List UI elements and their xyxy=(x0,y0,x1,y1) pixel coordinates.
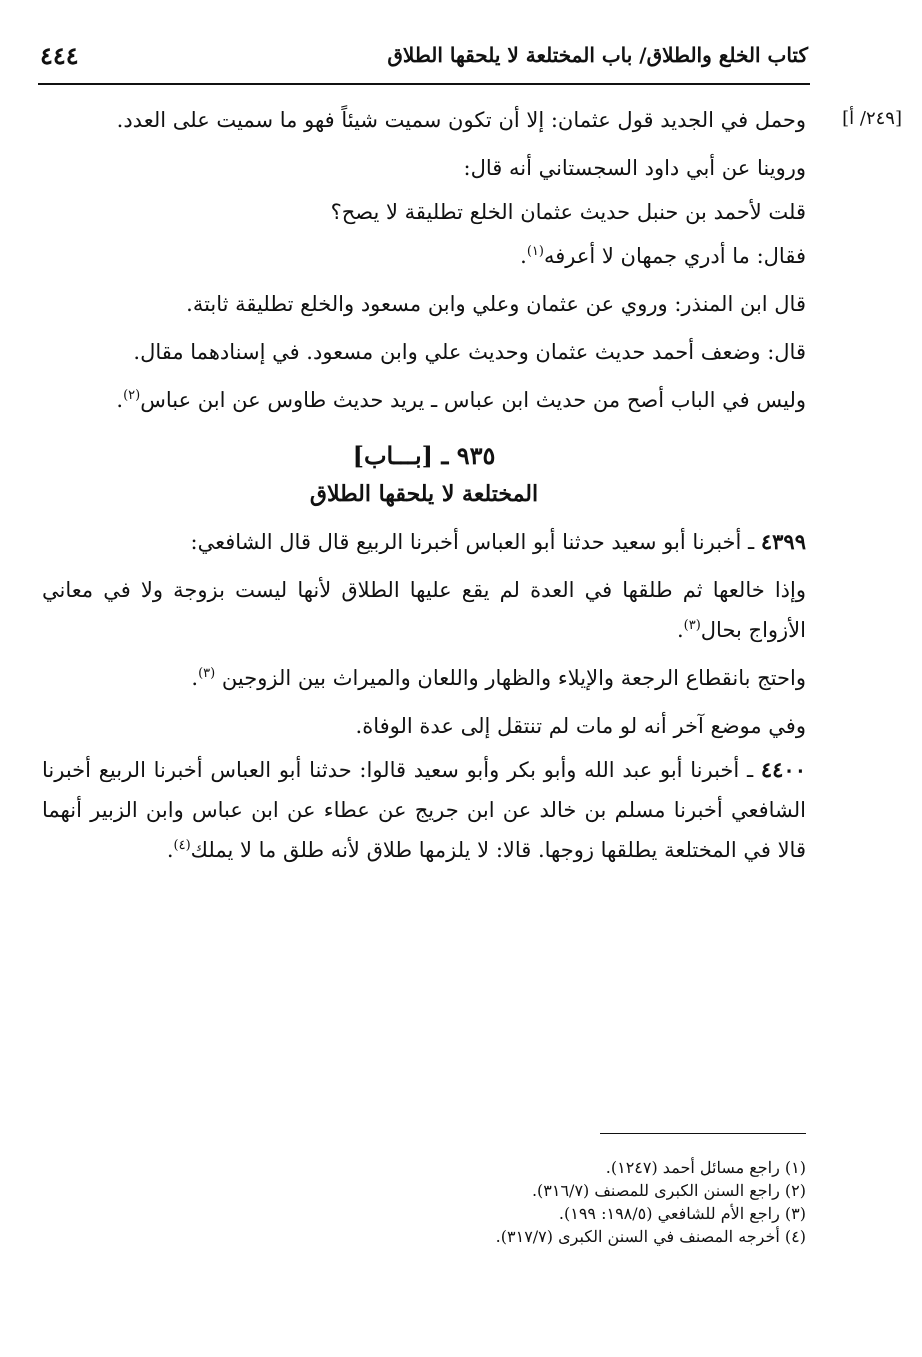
paragraph xyxy=(42,236,806,276)
paragraph xyxy=(42,658,806,698)
footnotes xyxy=(42,1156,806,1248)
paragraph: وروينا عن أبي داود السجستاني أنه قال: xyxy=(463,156,806,180)
page-number: ٤٤٤ xyxy=(40,40,79,70)
paragraph: قال: وضعف أحمد حديث عثمان وحديث علي وابن مسعود. في إسنادهما مقال. xyxy=(133,340,806,364)
paragraph-text: واحتج بانقطاع الرجعة والإيلاء والظهار واللعان والميراث بين الزوجين xyxy=(215,666,806,690)
paragraph xyxy=(42,380,806,420)
footnote-marker: (٤) xyxy=(173,838,191,853)
footnote: (٤) أخرجه المصنف في السنن الكبرى (٣١٧/٧). xyxy=(495,1227,806,1246)
paragraph-text: وإذا خالعها ثم طلقها في العدة لم يقع عليها الطلاق لأنها ليست بزوجة ولا في معاني الأزواج بحال xyxy=(42,578,806,642)
running-head xyxy=(40,38,808,72)
hadith-paragraph xyxy=(42,522,806,562)
hadith-text: ـ أخبرنا أبو عبد الله وأبو بكر وأبو سعيد قالوا: حدثنا أبو العباس أخبرنا الربيع أخبرنا الشافعي أخبرنا مسلم بن خالد عن ابن جريج عن عطاء عن ابن عباس وابن الزبير أنهما قالا في المختلعة يطلقها زوجها. قالا: لا يلزمها طلاق لأنه طلق ما لا يملك xyxy=(42,758,806,862)
header-rule xyxy=(38,83,810,85)
paragraph-end: . xyxy=(116,388,124,412)
paragraph-end: . xyxy=(191,666,199,690)
footnote-marker: (١) xyxy=(526,244,544,259)
footnote: (٢) راجع السنن الكبرى للمصنف (٣١٦/٧). xyxy=(531,1181,806,1200)
hadith-number: ٤٣٩٩ xyxy=(760,529,806,554)
hadith-paragraph xyxy=(42,750,806,870)
chapter-heading: ٩٣٥ ـ [بـــاب] xyxy=(352,441,496,470)
paragraph: قلت لأحمد بن حنبل حديث عثمان الخلع تطليقة لا يصح؟ xyxy=(330,200,806,224)
footnote-marker: (٢) xyxy=(123,388,141,403)
footnote-marker: (٣) xyxy=(198,666,216,681)
footnote-separator xyxy=(600,1133,806,1134)
paragraph-text: فقال: ما أدري جمهان لا أعرفه xyxy=(543,244,806,268)
paragraph: وفي موضع آخر أنه لو مات لم تنتقل إلى عدة الوفاة. xyxy=(355,714,806,738)
paragraph-text: وليس في الباب أصح من حديث ابن عباس ـ يريد حديث طاوس عن ابن عباس xyxy=(140,388,806,412)
footnote: (١) راجع مسائل أحمد (١٢٤٧). xyxy=(605,1158,806,1177)
paragraph-end: . xyxy=(520,244,527,268)
footnote: (٣) راجع الأم للشافعي (١٩٨/٥: ١٩٩). xyxy=(558,1204,806,1223)
hadith-number: ٤٤٠٠ xyxy=(760,757,806,782)
paragraph: قال ابن المنذر: وروي عن عثمان وعلي وابن مسعود والخلع تطليقة ثابتة. xyxy=(186,292,806,316)
paragraph xyxy=(42,570,806,650)
margin-manuscript-reference: [٢٤٩/ أ] xyxy=(842,108,902,129)
main-text xyxy=(42,100,806,878)
paragraph: وحمل في الجديد قول عثمان: إلا أن تكون سميت شيئاً فهو ما سميت على العدد. xyxy=(116,108,806,132)
paragraph-end: . xyxy=(676,618,684,642)
chapter-title: المختلعة لا يلحقها الطلاق xyxy=(309,481,539,507)
hadith-text: ـ أخبرنا أبو سعيد حدثنا أبو العباس أخبرنا الربيع قال قال الشافعي: xyxy=(190,530,761,554)
running-head-title: كتاب الخلع والطلاق/ باب المختلعة لا يلحقها الطلاق xyxy=(387,43,808,67)
paragraph-end: . xyxy=(166,838,174,862)
footnote-marker: (٣) xyxy=(683,618,701,633)
